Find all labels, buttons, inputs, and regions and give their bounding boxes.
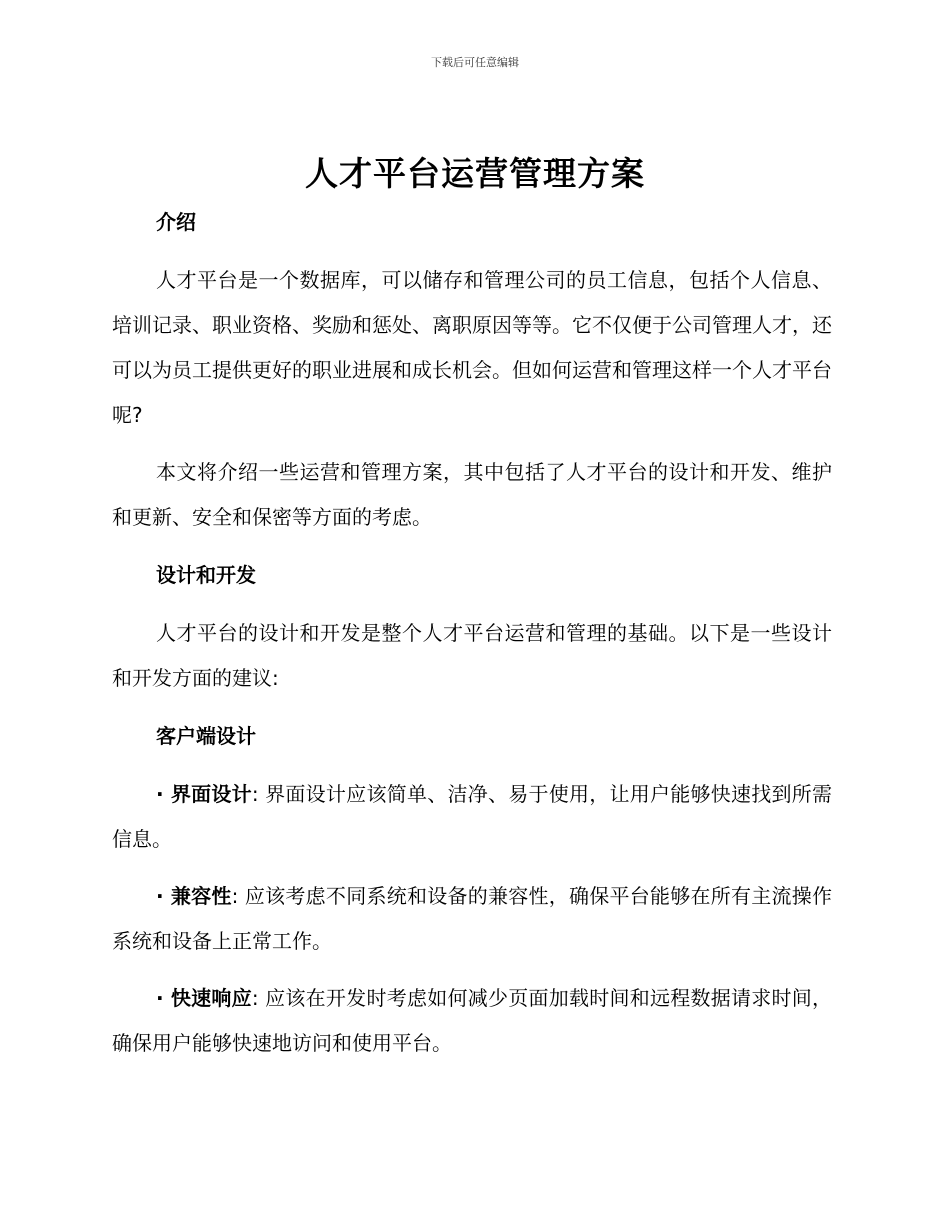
document-title: 人才平台运营管理方案 [305,154,645,193]
bullet-item-compatibility [112,874,832,964]
bullet-lead-compatibility: · 兼容性 [156,884,232,908]
section-heading-design: 设计和开发 [156,563,256,587]
bullet-item-fast-response [112,976,832,1066]
bullet-text-fast-response: : 应该在开发时考虑如何减少页面加载时间和远程数据请求时间，确保用户能够快速地访问和使用平台。 [112,986,832,1055]
page-header-note: 下载后可任意编辑 [431,56,519,69]
intro-paragraph-1: 人才平台是一个数据库，可以储存和管理公司的员工信息，包括个人信息、培训记录、职业资格、奖励和惩处、离职原因等等。它不仅便于公司管理人才，还可以为员工提供更好的职业进展和成长机会。但如何运营和管理这样一个人才平台呢? [112,268,832,427]
bullet-text-compatibility: : 应该考虑不同系统和设备的兼容性，确保平台能够在所有主流操作系统和设备上正常工作。 [112,884,832,953]
design-paragraph-1: 人才平台的设计和开发是整个人才平台运营和管理的基础。以下是一些设计和开发方面的建议: [112,621,832,690]
bullet-text-ui-design: : 界面设计应该简单、洁净、易于使用，让用户能够快速找到所需信息。 [112,782,832,851]
bullet-item-ui-design [112,772,832,862]
intro-paragraph-2: 本文将介绍一些运营和管理方案，其中包括了人才平台的设计和开发、维护和更新、安全和保密等方面的考虑。 [112,460,832,529]
bullet-lead-ui-design: · 界面设计 [156,782,252,806]
section-heading-client-design: 客户端设计 [156,724,256,748]
document-body [112,200,832,1066]
section-heading-intro: 介绍 [156,210,196,234]
bullet-lead-fast-response: · 快速响应 [156,986,252,1010]
